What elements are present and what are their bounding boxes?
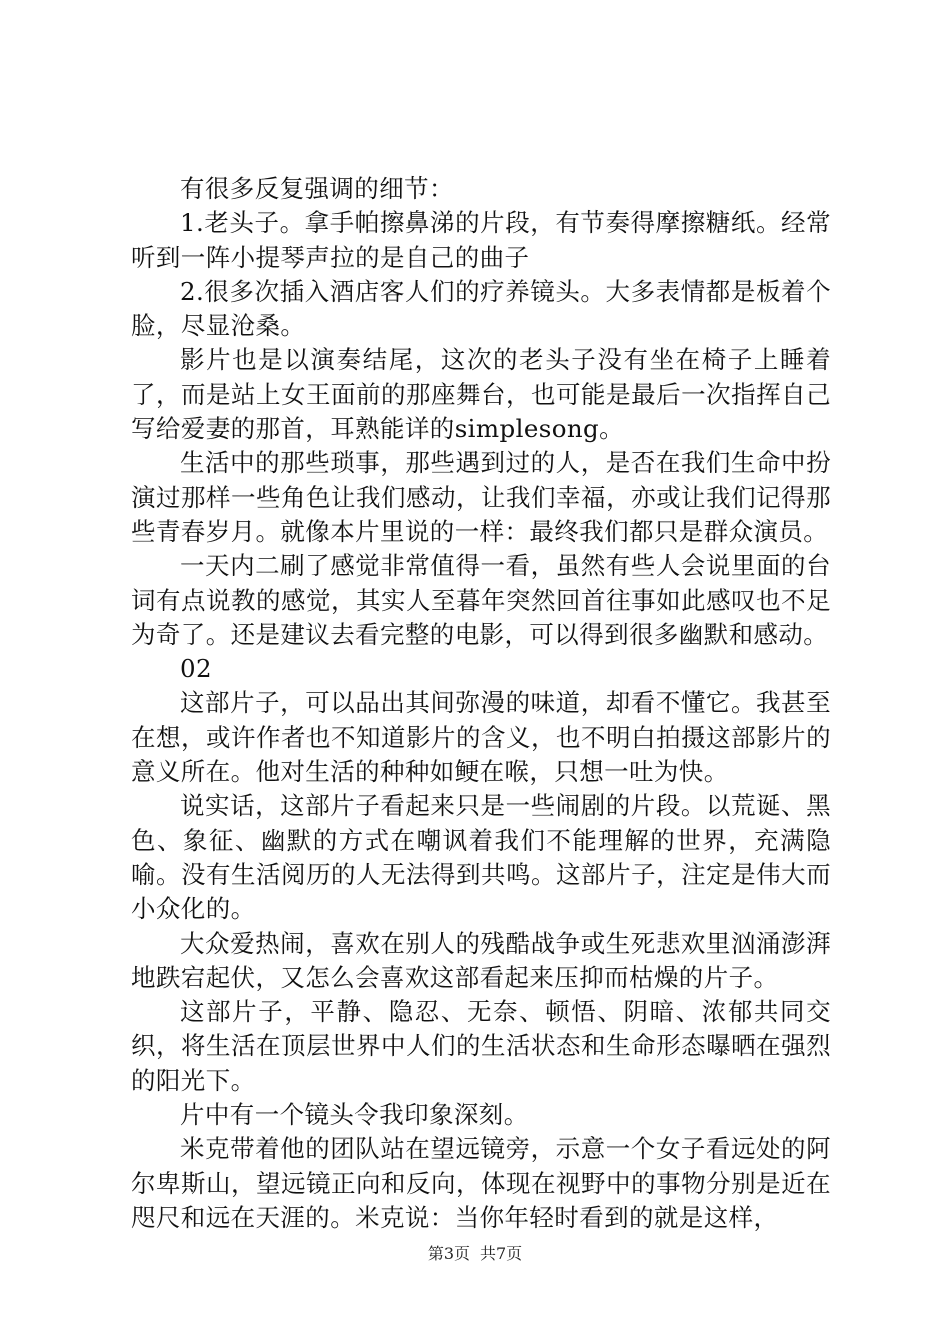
paragraph: 片中有一个镜头令我印象深刻。 bbox=[180, 1100, 529, 1130]
paragraph: 一天内二刷了感觉非常值得一看，虽然有些人会说里面的台词有点说教的感觉，其实人至暮年突然回首往事如此感叹也不足为奇了。还是建议去看完整的电影，可以得到很多幽默和感动。 bbox=[131, 551, 831, 649]
paragraph: 2.很多次插入酒店客人们的疗养镜头。大多表情都是板着个脸，尽显沧桑。 bbox=[131, 276, 831, 341]
paragraph: 这部片子，平静、隐忍、无奈、顿悟、阴暗、浓郁共同交织，将生活在顶层世界中人们的生活状态和生命形态曝晒在强烈的阳光下。 bbox=[131, 997, 831, 1095]
page-number: 第3页 bbox=[427, 1244, 470, 1263]
paragraph: 生活中的那些琐事，那些遇到过的人，是否在我们生命中扮演过那样一些角色让我们感动，让我们幸福，亦或让我们记得那些青春岁月。就像本片里说的一样：最终我们都只是群众演员。 bbox=[131, 448, 831, 546]
page-footer bbox=[0, 1244, 950, 1264]
section-number: 02 bbox=[180, 654, 212, 684]
paragraph: 影片也是以演奏结尾，这次的老头子没有坐在椅子上睡着了，而是站上女王面前的那座舞台，也可能是最后一次指挥自己写给爱妻的那首，耳熟能详的simplesong。 bbox=[131, 345, 831, 444]
paragraph: 大众爱热闹，喜欢在别人的残酷战争或生死悲欢里汹涌澎湃地跌宕起伏，又怎么会喜欢这部看起来压抑而枯燥的片子。 bbox=[131, 928, 831, 992]
document-body bbox=[131, 172, 831, 1235]
paragraph: 说实话，这部片子看起来只是一些闹剧的片段。以荒诞、黑色、象征、幽默的方式在嘲讽着我们不能理解的世界，充满隐喻。没有生活阅历的人无法得到共鸣。这部片子，注定是伟大而小众化的。 bbox=[131, 791, 831, 924]
page-total: 共7页 bbox=[480, 1244, 523, 1263]
paragraph: 1.老头子。拿手帕擦鼻涕的片段，有节奏得摩擦糖纸。经常听到一阵小提琴声拉的是自己的曲子 bbox=[131, 208, 831, 272]
paragraph: 有很多反复强调的细节： bbox=[180, 174, 454, 203]
paragraph: 这部片子，可以品出其间弥漫的味道，却看不懂它。我甚至在想，或许作者也不知道影片的含义，也不明白拍摄这部影片的意义所在。他对生活的种种如鲠在喉，只想一吐为快。 bbox=[131, 688, 831, 787]
paragraph: 米克带着他的团队站在望远镜旁，示意一个女子看远处的阿尔卑斯山，望远镜正向和反向，体现在视野中的事物分别是近在咫尺和远在天涯的。米克说：当你年轻时看到的就是这样， bbox=[131, 1134, 831, 1232]
